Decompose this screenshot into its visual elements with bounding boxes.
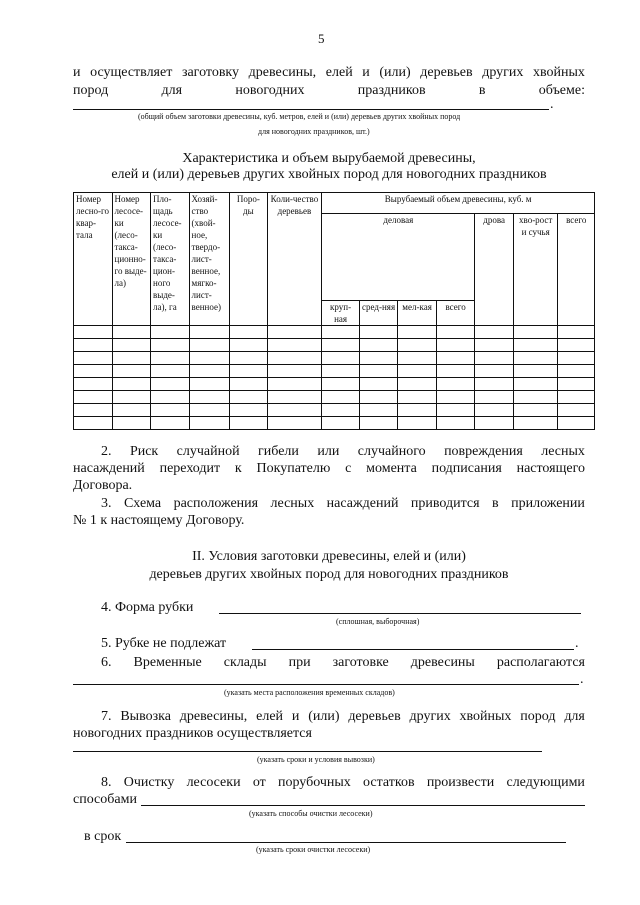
table-cell[interactable] — [513, 352, 558, 365]
section2-title-line-2: деревьев других хвойных пород для новогодних праздников — [149, 567, 509, 582]
header-business-wood: деловая — [322, 214, 475, 301]
word: лесных — [270, 496, 315, 511]
table-cell[interactable] — [398, 365, 437, 378]
word: заготовку — [181, 65, 240, 80]
table-row — [74, 365, 595, 378]
word: в — [478, 83, 486, 98]
table-cell[interactable] — [475, 352, 514, 365]
table-cell[interactable] — [230, 417, 268, 430]
table-cell[interactable] — [359, 391, 398, 404]
item8-line-1 — [101, 774, 585, 791]
table-cell[interactable] — [513, 339, 558, 352]
intro-line-2 — [73, 82, 585, 99]
table-cell[interactable] — [267, 352, 322, 365]
para3-line-2: № 1 к настоящему Договору. — [73, 513, 245, 528]
word: случайной — [176, 444, 240, 459]
word: осуществляет — [90, 65, 173, 80]
word: деревьев — [420, 65, 473, 80]
word: 2. — [101, 444, 112, 459]
word: заготовке — [332, 655, 389, 670]
table-cell[interactable] — [112, 378, 151, 391]
table-row — [74, 404, 595, 417]
table-cell[interactable] — [74, 404, 113, 417]
item5-label: 5. Рубке не подлежат — [101, 636, 227, 651]
table-cell[interactable] — [151, 404, 190, 417]
header-tree-count: Коли-чество деревьев — [267, 193, 322, 326]
table-cell[interactable] — [267, 365, 322, 378]
table-cell[interactable] — [267, 404, 322, 417]
table-cell[interactable] — [475, 378, 514, 391]
word: Вывозка — [120, 709, 171, 724]
word: насаждений — [326, 496, 399, 511]
header-brushwood: хво-рост и сучья — [513, 214, 558, 326]
table-cell[interactable] — [74, 391, 113, 404]
word: Временные — [133, 655, 202, 670]
word: Риск — [129, 444, 159, 459]
word: настоящего — [516, 461, 585, 476]
word: Схема — [123, 496, 162, 511]
item6-line-1 — [101, 654, 585, 671]
word: (или) — [379, 65, 411, 80]
word: склады — [223, 655, 267, 670]
table-cell[interactable] — [74, 378, 113, 391]
table-cell[interactable] — [398, 352, 437, 365]
table-cell[interactable] — [112, 404, 151, 417]
table-cell[interactable] — [151, 352, 190, 365]
table-title-line-2: елей и (или) деревьев других хвойных пород для новогодних праздников — [111, 167, 547, 182]
table-cell[interactable] — [398, 378, 437, 391]
para2-line-3: Договора. — [73, 478, 133, 493]
word: (или) — [308, 709, 340, 724]
table-cell[interactable] — [436, 365, 475, 378]
table-cell[interactable] — [230, 326, 268, 339]
table-cell[interactable] — [322, 391, 360, 404]
header-firewood: дрова — [475, 214, 514, 326]
table-cell[interactable] — [230, 352, 268, 365]
word: древесины, — [179, 709, 248, 724]
table-cell[interactable] — [436, 404, 475, 417]
table-cell[interactable] — [513, 365, 558, 378]
word: 8. — [101, 775, 112, 790]
removal-terms-field[interactable] — [73, 751, 542, 752]
volume-blank-line — [73, 109, 549, 110]
word: Очистку — [123, 775, 175, 790]
table-cell[interactable] — [322, 365, 360, 378]
table-cell[interactable] — [151, 326, 190, 339]
word: повреждения — [444, 444, 523, 459]
word: порубочных — [277, 775, 351, 790]
item8-caption: (указать способы очистки лесосеки) — [249, 809, 373, 818]
table-cell[interactable] — [513, 417, 558, 430]
table-cell[interactable] — [475, 326, 514, 339]
word: произвести — [426, 775, 495, 790]
item6-caption: (указать места расположения временных складов) — [224, 688, 395, 697]
table-cell[interactable] — [398, 391, 437, 404]
table-cell[interactable] — [74, 417, 113, 430]
word: и — [291, 709, 300, 724]
para2-line-1 — [101, 443, 585, 460]
table-cell[interactable] — [359, 352, 398, 365]
word: 3. — [101, 496, 112, 511]
word: древесины — [410, 655, 475, 670]
warehouse-location-field[interactable] — [73, 684, 579, 685]
table-row — [74, 391, 595, 404]
header-cutting-area-number: Номер лесосе-ки (лесо-такса-ционно-го выде-ла) — [112, 193, 151, 326]
word: подписания — [431, 461, 502, 476]
header-total: всего — [558, 214, 595, 326]
table-cell[interactable] — [151, 365, 190, 378]
word: древесины, — [248, 65, 317, 80]
table-cell[interactable] — [359, 417, 398, 430]
para3-line-1 — [101, 495, 585, 512]
word: с — [345, 461, 352, 476]
table-cell[interactable] — [230, 378, 268, 391]
table-cell[interactable] — [189, 404, 230, 417]
item4-label: 4. Форма рубки — [101, 600, 194, 615]
item8-line-2: способами — [73, 792, 137, 807]
table-cell[interactable] — [151, 417, 190, 430]
word: деревьев — [348, 709, 401, 724]
word: от — [252, 775, 266, 790]
table-cell[interactable] — [322, 378, 360, 391]
word: Покупателю — [256, 461, 331, 476]
table-cell[interactable] — [436, 339, 475, 352]
word: при — [288, 655, 311, 670]
word: праздников — [357, 83, 426, 98]
item7-line-2: новогодних праздников осуществляется — [73, 726, 312, 741]
not-cut-field[interactable] — [252, 649, 574, 650]
intro-trailing-dot: . — [550, 97, 554, 112]
word: или — [317, 444, 340, 459]
word: к — [234, 461, 242, 476]
table-cell[interactable] — [74, 326, 113, 339]
word: 6. — [101, 655, 112, 670]
header-row-1 — [74, 193, 595, 214]
word: других — [409, 709, 451, 724]
table-cell[interactable] — [359, 365, 398, 378]
word: в — [492, 496, 499, 511]
table-cell[interactable] — [558, 391, 595, 404]
table-cell[interactable] — [112, 326, 151, 339]
word: гибели — [258, 444, 299, 459]
word: елей — [325, 65, 353, 80]
word: и — [362, 65, 370, 80]
table-cell[interactable] — [230, 339, 268, 352]
cleaning-deadline-field[interactable] — [126, 842, 566, 843]
table-cell[interactable] — [74, 365, 113, 378]
item7-caption: (указать сроки и условия вывозки) — [257, 755, 375, 764]
table-cell[interactable] — [189, 417, 230, 430]
word: переходит — [159, 461, 221, 476]
volume-caption-1: (общий объем заготовки древесины, куб. метров, елей и (или) деревьев других хвойных пород — [138, 112, 461, 121]
table-cell[interactable] — [112, 339, 151, 352]
word: пород — [73, 83, 109, 98]
table-cell[interactable] — [436, 378, 475, 391]
para2-line-2 — [73, 460, 585, 477]
word: остатков — [363, 775, 415, 790]
table-cell[interactable] — [359, 404, 398, 417]
table-cell[interactable] — [513, 326, 558, 339]
word: для — [564, 709, 585, 724]
table-row — [74, 378, 595, 391]
table-cell[interactable] — [189, 391, 230, 404]
word: 7. — [101, 709, 112, 724]
table-cell[interactable] — [230, 404, 268, 417]
table-cell[interactable] — [436, 352, 475, 365]
table-cell[interactable] — [475, 404, 514, 417]
table-cell[interactable] — [475, 365, 514, 378]
item5-end: . — [575, 636, 579, 651]
deadline-caption: (указать сроки очистки лесосеки) — [256, 845, 371, 854]
timber-volume-table — [73, 192, 595, 430]
table-cell[interactable] — [513, 404, 558, 417]
table-cell[interactable] — [475, 417, 514, 430]
word: приводится — [410, 496, 480, 511]
table-cell[interactable] — [267, 378, 322, 391]
table-cell[interactable] — [398, 339, 437, 352]
table-cell[interactable] — [436, 417, 475, 430]
table-cell[interactable] — [513, 391, 558, 404]
header-species: Поро-ды — [230, 193, 268, 326]
table-cell[interactable] — [558, 404, 595, 417]
word: располагаются — [496, 655, 585, 670]
table-cell[interactable] — [151, 339, 190, 352]
table-cell[interactable] — [267, 391, 322, 404]
header-quarter-number: Номер лесно-го квар-тала — [74, 193, 113, 326]
table-cell[interactable] — [189, 365, 230, 378]
word: хвойных — [533, 65, 585, 80]
section2-title-line-1: II. Условия заготовки древесины, елей и (или) — [192, 549, 466, 564]
table-cell[interactable] — [189, 352, 230, 365]
item7-line-1 — [101, 708, 585, 725]
word: хвойных — [459, 709, 512, 724]
table-title-line-1: Характеристика и объем вырубаемой древесины, — [182, 151, 476, 166]
header-cutting-area-size: Пло-щадь лесосе-ки (лесо-такса-цион-ного выде-ла), га — [151, 193, 190, 326]
table-cell[interactable] — [189, 326, 230, 339]
header-large: круп-ная — [322, 301, 360, 326]
cleaning-methods-field[interactable] — [141, 805, 585, 806]
cutting-form-field[interactable] — [219, 613, 581, 614]
table-cell[interactable] — [322, 417, 360, 430]
table-cell[interactable] — [359, 339, 398, 352]
table-cell[interactable] — [558, 417, 595, 430]
word: объеме: — [538, 83, 585, 98]
volume-caption-2: для новогодних праздников, шт.) — [258, 127, 370, 136]
word: следующими — [506, 775, 585, 790]
table-row — [74, 417, 595, 430]
word: других — [482, 65, 524, 80]
header-small: мел-кая — [398, 301, 437, 326]
item4-caption: (сплошная, выборочная) — [336, 617, 420, 626]
deadline-label: в срок — [84, 829, 122, 844]
table-cell[interactable] — [151, 391, 190, 404]
table-cell[interactable] — [230, 391, 268, 404]
table-cell[interactable] — [74, 339, 113, 352]
table-cell[interactable] — [112, 365, 151, 378]
table-cell[interactable] — [267, 417, 322, 430]
table-cell[interactable] — [436, 391, 475, 404]
table-cell[interactable] — [322, 404, 360, 417]
header-economy: Хозяй-ство (хвой-ное, твердо-лист-венное, мягко-лист-венное) — [189, 193, 230, 326]
word: случайного — [357, 444, 426, 459]
table-row — [74, 326, 595, 339]
word: насаждений — [73, 461, 145, 476]
table-cell[interactable] — [558, 365, 595, 378]
word: пород — [520, 709, 556, 724]
table-cell[interactable] — [475, 339, 514, 352]
item6-end: . — [580, 672, 584, 687]
table-cell[interactable] — [322, 326, 360, 339]
page-number: 5 — [318, 31, 325, 46]
word: новогодних — [235, 83, 305, 98]
header-business-total: всего — [436, 301, 475, 326]
table-row — [74, 352, 595, 365]
word: лесосеки — [186, 775, 241, 790]
table-cell[interactable] — [359, 378, 398, 391]
header-medium: сред-няя — [359, 301, 398, 326]
table-cell[interactable] — [74, 352, 113, 365]
table-cell[interactable] — [322, 352, 360, 365]
word: приложении — [511, 496, 585, 511]
table-cell[interactable] — [398, 417, 437, 430]
word: и — [73, 65, 81, 80]
table-cell[interactable] — [112, 417, 151, 430]
intro-line-1 — [73, 64, 585, 81]
word: елей — [256, 709, 284, 724]
table-row — [74, 339, 595, 352]
word: расположения — [173, 496, 259, 511]
table-cell[interactable] — [398, 404, 437, 417]
table-cell[interactable] — [151, 378, 190, 391]
table-cell[interactable] — [513, 378, 558, 391]
table-cell[interactable] — [558, 352, 595, 365]
table-cell[interactable] — [359, 326, 398, 339]
table-cell[interactable] — [558, 326, 595, 339]
table-cell[interactable] — [112, 352, 151, 365]
table-cell[interactable] — [398, 326, 437, 339]
table-cell[interactable] — [112, 391, 151, 404]
table-cell[interactable] — [322, 339, 360, 352]
word: для — [161, 83, 183, 98]
table-cell[interactable] — [189, 339, 230, 352]
table-cell[interactable] — [230, 365, 268, 378]
table-cell[interactable] — [475, 391, 514, 404]
table-cell[interactable] — [558, 378, 595, 391]
word: момента — [366, 461, 417, 476]
table-cell[interactable] — [267, 339, 322, 352]
table-cell[interactable] — [189, 378, 230, 391]
word: лесных — [541, 444, 585, 459]
table-cell[interactable] — [436, 326, 475, 339]
header-cut-volume: Вырубаемый объем древесины, куб. м — [322, 193, 595, 214]
table-cell[interactable] — [558, 339, 595, 352]
table-cell[interactable] — [267, 326, 322, 339]
